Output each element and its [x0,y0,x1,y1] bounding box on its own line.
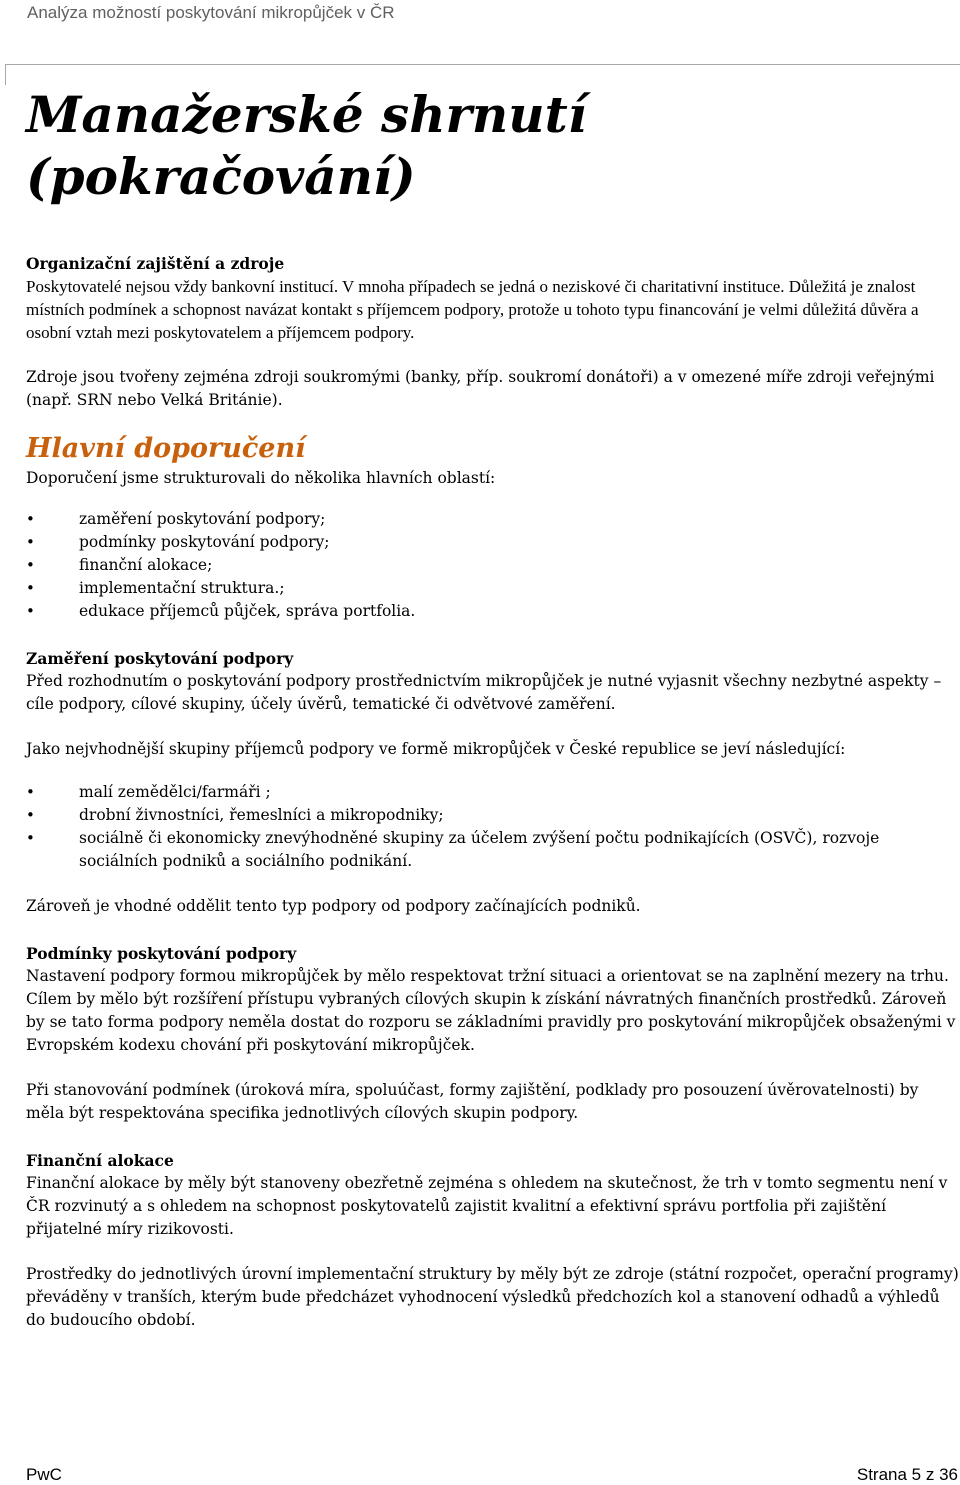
document-body [26,252,960,1332]
org-section [26,252,960,344]
list-item: • drobní živnostníci, řemeslníci a mikropodniky; [26,804,960,827]
recommendations-heading: Hlavní doporučení [26,433,306,464]
page-title-line-2: (pokračování) [26,147,416,206]
list-item: • podmínky poskytování podpory; [26,531,960,554]
list-item: • zaměření poskytování podpory; [26,508,960,531]
recommendation-areas-list [26,508,960,623]
target-groups-list [26,781,960,873]
list-item: • sociálně či ekonomicky znevýhodněné skupiny za účelem zvýšení počtu podnikajících (OSVČ), rozvoje sociálních podniků a sociálního podnikání. [26,827,960,873]
target-groups-intro: Jako nejvhodnější skupiny příjemců podpory ve formě mikropůjček v České republice se jeví následující: [26,740,846,758]
page-title-line-1: Manažerské shrnutí [26,85,587,144]
list-item: • edukace příjemců půjček, správa portfolia. [26,600,960,623]
conditions-heading: Podmínky poskytování podpory [26,944,297,963]
focus-note: Zároveň je vhodné oddělit tento typ podpory od podpory začínajících podniků. [26,897,641,915]
org-paragraph: Poskytovatelé nejsou vždy bankovní institucí. V mnoha případech se jedná o neziskové či charitativní instituce. Důležitá je znalost místních podmínek a schopnost navázat kontakt s příjemcem podpory, protože u tohoto typu financování je velmi důležitá důvěra a osobní vztah mezi poskytovatelem a příjemcem podpory. [26,277,919,342]
focus-paragraph: Před rozhodnutím o poskytování podpory prostřednictvím mikropůjček je nutné vyjasnit všechny nezbytné aspekty – cíle podpory, cílové skupiny, účely úvěrů, tematické či odvětvové zaměření. [26,672,942,713]
focus-heading: Zaměření poskytování podpory [26,649,294,668]
recommendations-intro: Doporučení jsme strukturovali do několika hlavních oblastí: [26,469,496,487]
sources-paragraph: Zdroje jsou tvořeny zejména zdroji soukromými (banky, příp. soukromí donátoři) a v omezené míře zdroji veřejnými (např. SRN nebo Velká Británie). [26,368,935,409]
list-item: • finanční alokace; [26,554,960,577]
conditions-paragraph-1: Nastavení podpory formou mikropůjček by mělo respektovat tržní situaci a orientovat se na zaplnění mezery na trhu. Cílem by mělo být rozšíření přístupu vybraných cílových skupin k získání návratných finančních prostředků. Zároveň by se tato forma podpory neměla dostat do rozporu se základními pravidly pro poskytování mikropůjček obsaženými v Evropském kodexu chování při poskytování mikropůjček. [26,967,956,1054]
running-header-title: Analýza možností poskytování mikropůjček v ČR [27,3,395,22]
org-heading: Organizační zajištění a zdroje [26,254,285,273]
conditions-paragraph-2: Při stanovování podmínek (úroková míra, spoluúčast, formy zajištění, podklady pro posouzení úvěrovatelnosti) by měla být respektována specifika jednotlivých cílových skupin podpory. [26,1081,919,1122]
header-corner-rule [5,64,960,85]
footer-page-number: Strana 5 z 36 [856,1465,958,1484]
allocation-heading: Finanční alokace [26,1151,174,1170]
footer-brand: PwC [26,1465,62,1484]
list-item: • implementační struktura.; [26,577,960,600]
allocation-paragraph-1: Finanční alokace by měly být stanoveny obezřetně zejména s ohledem na skutečnost, že trh v tomto segmentu není v ČR rozvinutý a s ohledem na schopnost poskytovatelů zajistit kvalitní a efektivní správu portfolia při zajištění přijatelné míry rizikovosti. [26,1174,948,1238]
page-title [26,84,587,208]
allocation-paragraph-2: Prostředky do jednotlivých úrovní implementační struktury by měly být ze zdroje (státní rozpočet, operační programy) převáděny v tranších, kterým bude předcházet vyhodnocení výsledků předchozích kol a stanovení odhadů a výhledů do budoucího období. [26,1265,959,1329]
list-item: • malí zemědělci/farmáři ; [26,781,960,804]
